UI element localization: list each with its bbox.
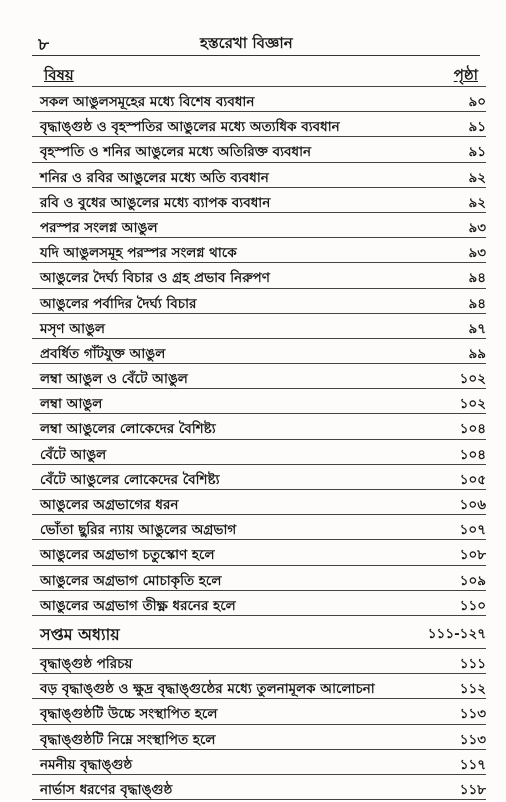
entry-title: শনির ও রবির আঙুলের মধ্যে অতি ব্যবধান [40,169,269,186]
entry-page-number: ১০৮ [459,547,486,564]
toc-entry-row [32,388,486,413]
toc-entry-row [32,749,486,774]
page-header [0,28,506,54]
toc-entry-row [32,413,486,438]
entry-page-number: ৯৯ [468,345,486,362]
toc-entry-row [32,698,486,723]
entry-page-number: ৯০ [468,94,486,110]
entry-title: নমনীয় বৃদ্ধাঙ্গুষ্ঠ [40,756,133,773]
entry-title: বেঁটে আঙুলের লোকেদের বৈশিষ্ট্য [40,471,220,488]
entry-title: বৃদ্ধাঙ্গুষ্ঠটি উচ্চে সংস্থাপিত হলে [40,706,218,723]
running-title: হস্তরেখা বিজ্ঞান [200,34,293,52]
entry-page-number: ১১২ [459,681,486,698]
header-divider [32,55,480,56]
entry-page-number: ৯২ [468,194,486,211]
entry-page-number: ৯৪ [468,295,486,312]
toc-entry-row [32,648,486,673]
toc-entry-row [32,673,486,698]
toc-entry-row [32,439,486,464]
entry-title: বেঁটে আঙুল [40,446,107,463]
toc-entry-row [32,774,486,800]
toc-entry-row [32,363,486,388]
entry-title: ভোঁতা ছুরির ন্যায় আঙুলের অগ্রভাগ [40,522,237,539]
toc-column-headers [0,60,506,86]
entry-page-number: ১১৮ [459,781,486,798]
toc-entry-row [32,187,486,212]
entry-title: আঙুলের অগ্রভাগ চতুস্কোণ হলে [40,547,215,564]
toc-entry-row [32,338,486,363]
entry-page-number: ১০৬ [459,497,486,513]
entry-title: প্রবর্ধিত গাঁটযুক্ত আঙুল [40,345,166,362]
entry-page-number: ৯২ [468,169,486,186]
entry-title: লম্বা আঙুল ও বেঁটে আঙুল [40,371,188,388]
entry-page-number: ৯১ [468,144,486,161]
entry-title: বড় বৃদ্ধাঙ্গুষ্ঠ ও ক্ষুদ্র বৃদ্ধাঙ্গুষ্ঠের মধ্যে তুলনামূলক আলোচনা [40,681,375,698]
entry-page-number: ৯৭ [468,320,486,337]
entry-title: আঙুলের পর্বাদির দৈর্ঘ্য বিচার [40,295,197,312]
entry-title: আঙুলের দৈর্ঘ্য বিচার ও গ্রহ প্রভাব নিরুপণ [40,270,270,287]
toc-entry-row [32,724,486,749]
entry-title: লম্বা আঙুল [40,396,103,413]
entry-title: লম্বা আঙুলের লোকেদের বৈশিষ্ট্য [40,421,216,438]
toc-entry-row [32,111,486,136]
toc-entry-row [32,464,486,489]
toc-entry-row [32,162,486,187]
topic-column-label: বিষয় [44,66,74,84]
entry-title: নার্ভাস ধরণের বৃদ্ধাঙ্গুষ্ঠ [40,781,173,798]
toc-entry-row [32,262,486,287]
entry-title: বৃদ্ধাঙ্গুষ্ঠ ও বৃহস্পতির আঙুলের মধ্যে অত্যধিক ব্যবধান [40,119,340,136]
entry-page-number: ১০৪ [459,421,486,438]
entry-page-number: ১০৭ [459,522,486,539]
toc-entry-row [32,237,486,262]
entry-page-number: ১১৩ [459,731,486,748]
page-number: ৮ [38,35,50,55]
entry-page-number: ৯১ [468,119,486,136]
toc-entry-row [32,212,486,237]
entry-page-number: ১১৭ [459,756,486,773]
toc-entry-row [32,313,486,338]
toc-entry-row [32,539,486,564]
entry-title: বৃদ্ধাঙ্গুষ্ঠটি নিম্নে সংস্থাপিত হলে [40,731,216,748]
entry-page-number: ১১৩ [459,706,486,723]
toc-entry-row [32,489,486,514]
entry-page-number: ১০৪ [459,446,486,463]
entry-title: মসৃণ আঙুল [40,320,105,337]
toc-entry-row [32,590,486,615]
chapter-title: সপ্তম অধ্যায় [40,624,120,644]
entry-title: আঙুলের অগ্রভাগের ধরন [40,497,179,513]
entry-title: যদি আঙুলসমূহ পরস্পর সংলগ্ন থাকে [40,245,237,262]
entry-page-number: ৯৪ [468,270,486,287]
entry-page-number: ১০২ [459,396,486,413]
entry-page-number: ৯৩ [468,245,486,262]
entry-page-number: ৯৩ [468,219,486,236]
entry-title: রবি ও বুধের আঙুলের মধ্যে ব্যাপক ব্যবধান [40,194,271,211]
entry-page-number: ১১১ [459,655,486,672]
entry-title: বৃহস্পতি ও শনির আঙুলের মধ্যে অতিরিক্ত ব্যবধান [40,144,312,161]
entry-title: সকল আঙুলসমূহের মধ্যে বিশেষ ব্যবধান [40,94,255,110]
toc-entry-row [32,288,486,313]
toc-entry-row [32,565,486,590]
page-column-label: পৃষ্ঠা [453,66,478,84]
entry-page-number: ১০৯ [459,572,486,589]
entry-page-number: ১১০ [459,597,486,614]
entry-title: পরস্পর সংলগ্ন আঙুল [40,219,158,236]
entry-title: আঙুলের অগ্রভাগ মোচাকৃতি হলে [40,572,222,589]
toc-entry-row [32,514,486,539]
toc-entry-row [32,86,486,111]
entry-page-number: ১০৫ [459,471,486,488]
chapter-heading-row [32,615,486,648]
chapter-page-range: ১১১-১২৭ [427,625,486,642]
entry-title: আঙুলের অগ্রভাগ তীক্ষ্ণ ধরনের হলে [40,597,236,614]
entry-page-number: ১০২ [459,371,486,388]
toc-entry-row [32,136,486,161]
entry-title: বৃদ্ধাঙ্গুষ্ঠ পরিচয় [40,655,133,672]
table-of-contents [32,86,486,800]
